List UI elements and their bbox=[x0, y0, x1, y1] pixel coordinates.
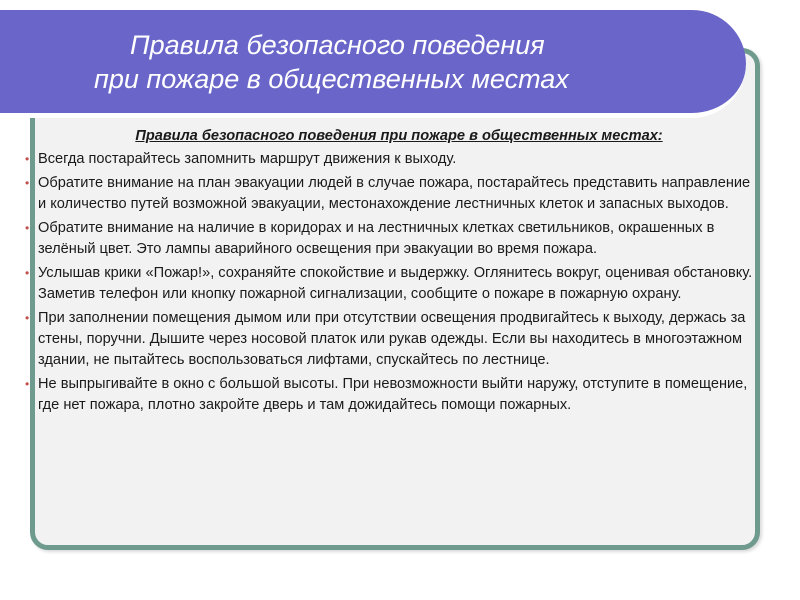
rules-list bbox=[25, 149, 754, 416]
bullet-icon: • bbox=[25, 266, 30, 280]
bullet-icon: • bbox=[25, 176, 30, 190]
list-item bbox=[25, 149, 754, 170]
list-item bbox=[25, 308, 754, 371]
bullet-icon: • bbox=[25, 311, 30, 325]
rule-text: Не выпрыгивайте в окно с большой высоты. При невозможности выйти наружу, отступите в помещение, где нет пожара, плотно закройте дверь и там дожидайтесь помощи пожарных. bbox=[38, 376, 748, 413]
rule-text: Услышав крики «Пожар!», сохраняйте спокойствие и выдержку. Оглянитесь вокруг, оценивая обстановку. Заметив телефон или кнопку пожарной сигнализации, сообщите о пожаре в пожарную охрану. bbox=[38, 265, 753, 302]
list-item bbox=[25, 263, 754, 305]
rules-heading: Правила безопасного поведения при пожаре в общественных местах: bbox=[135, 128, 663, 144]
title-banner bbox=[0, 10, 746, 118]
rule-text: Обратите внимание на наличие в коридорах и на лестничных клетках светильников, окрашенных в зелёный цвет. Это лампы аварийного освещения при эвакуации во время пожара. bbox=[38, 220, 715, 257]
bullet-icon: • bbox=[25, 377, 30, 391]
rule-text: При заполнении помещения дымом или при отсутствии освещения продвигайтесь к выходу, держась за стены, поручни. Дышите через носовой платок или рукав одежды. Если вы находитесь в многоэтажном здании, не пытайтесь воспользоваться лифтами, спускайтесь по лестнице. bbox=[38, 310, 746, 368]
rule-text: Обратите внимание на план эвакуации людей в случае пожара, постарайтесь представить направление и количество путей возможной эвакуации, местонахождение лестничных клеток и запасных выходов. bbox=[38, 175, 751, 212]
bullet-icon: • bbox=[25, 152, 30, 166]
list-item bbox=[25, 218, 754, 260]
slide-title-line-2: при пожаре в общественных местах bbox=[94, 63, 569, 94]
list-item bbox=[25, 374, 754, 416]
bullet-icon: • bbox=[25, 221, 30, 235]
slide-content bbox=[25, 126, 754, 419]
list-item bbox=[25, 173, 754, 215]
rule-text: Всегда постарайтесь запомнить маршрут движения к выходу. bbox=[38, 151, 457, 167]
slide-title-line-1: Правила безопасного поведения bbox=[130, 29, 545, 60]
